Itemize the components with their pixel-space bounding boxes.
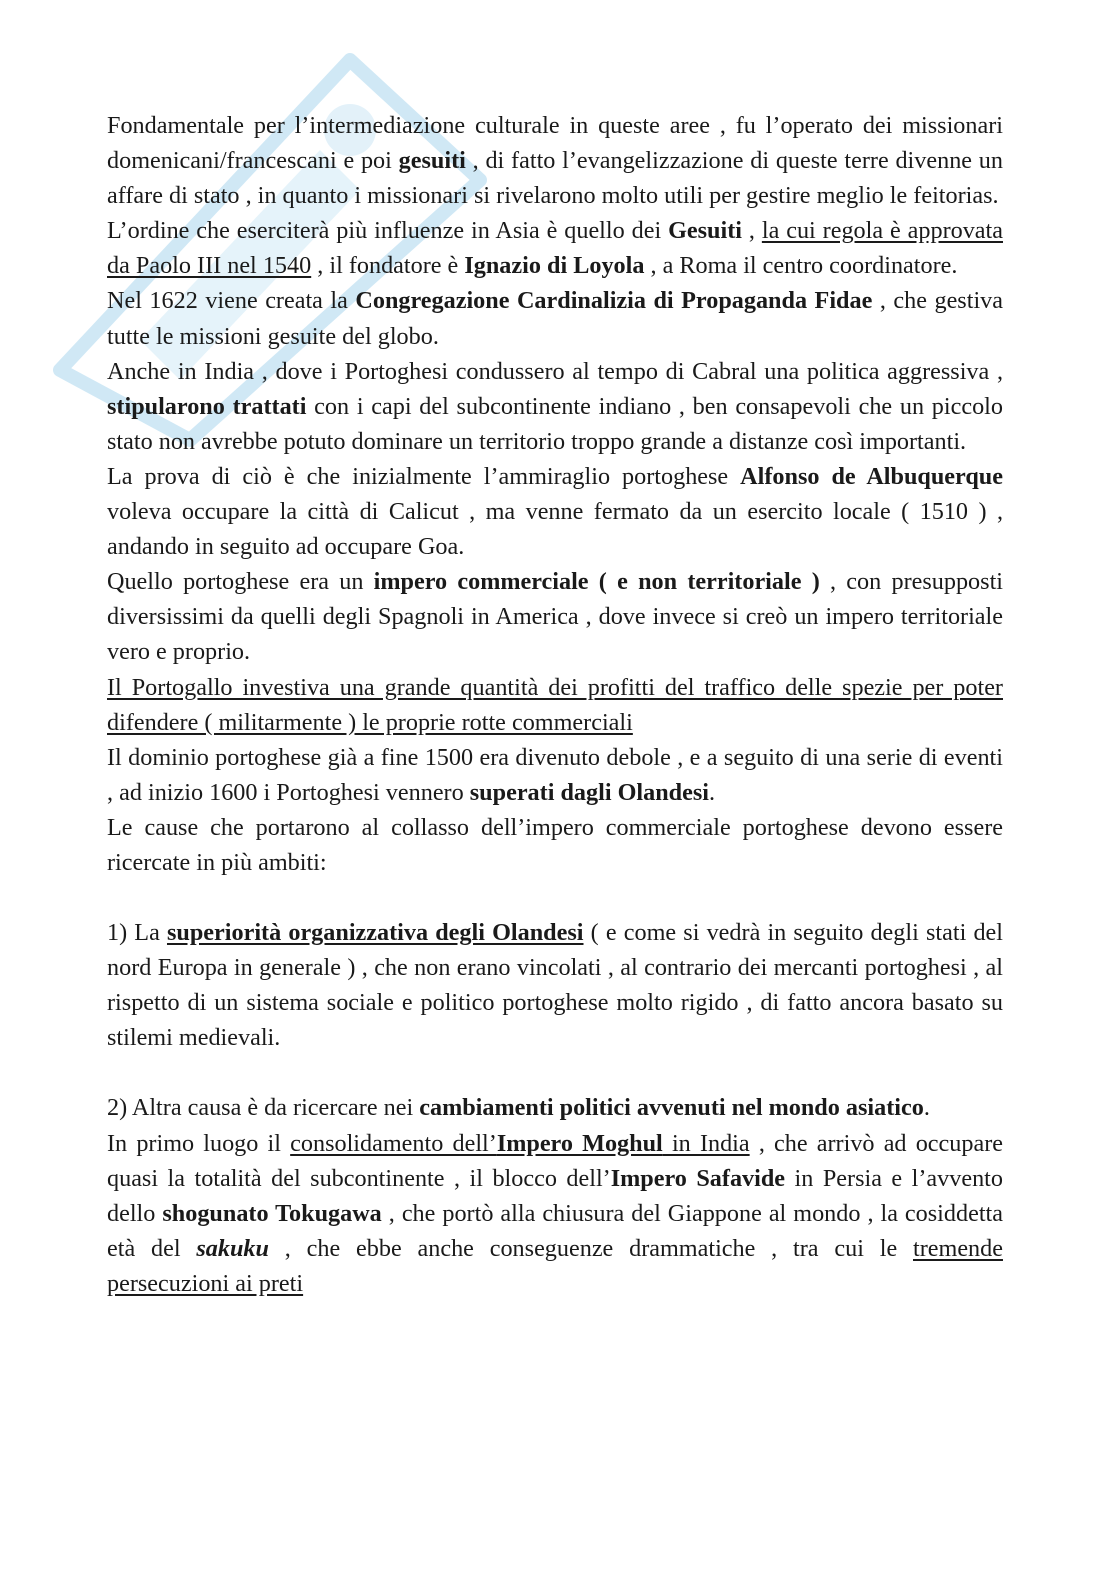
paragraph-2: L’ordine che eserciterà più influenze in Asia è quello dei Gesuiti , la cui regola è approvata da Paolo III nel 1540 , il fondatore è Ignazio di Loyola , a Roma il centro coordinatore. <box>107 217 1003 280</box>
paragraph-1: Fondamentale per l’intermediazione culturale in queste aree , fu l’operato dei missionari domenicani/francescani e poi gesuiti , di fatto l’evangelizzazione di queste terre divenne un affare di stato , in quanto i missionari si rivelarono molto utili per gestire meglio le feitorias. <box>107 112 1003 210</box>
bold-term: shogunato Tokugawa <box>162 1199 382 1227</box>
underlined-text: Il Portogallo investiva una grande quantità dei profitti del traffico delle spezie per poter difendere ( militarmente ) le proprie rotte commerciali <box>107 673 1003 736</box>
paragraph-11: 2) Altra causa è da ricercare nei cambiamenti politici avvenuti nel mondo asiatico. <box>107 1094 930 1122</box>
paragraph-10: 1) La superiorità organizzativa degli Olandesi ( e come si vedrà in seguito degli stati del nord Europa in generale ) , che non erano vincolati , al contrario dei mercanti portoghesi , al rispetto di un sistema sociale e politico portoghese molto rigido , di fatto ancora basato su stilemi medievali. <box>107 919 1003 1052</box>
bold-term: Impero Moghul <box>496 1129 663 1157</box>
italic-term: sakuku <box>196 1234 269 1262</box>
paragraph-7 <box>107 670 1003 740</box>
paragraph-4: Anche in India , dove i Portoghesi condussero al tempo di Cabral una politica aggressiva , stipularono trattati con i capi del subcontinente indiano , ben consapevoli che un piccolo stato non avrebbe potuto dominare un territorio troppo grande a distanze così importanti. <box>107 357 1003 455</box>
bold-term: Alfonso de Albuquerque <box>740 462 1003 490</box>
bold-term: Impero Safavide <box>610 1164 786 1192</box>
underlined-text: superiorità organizzativa degli Olandesi <box>166 919 584 947</box>
bold-term: Ignazio di Loyola <box>464 252 645 280</box>
bold-term: Congregazione Cardinalizia di Propaganda Fidae <box>355 287 873 315</box>
paragraph-9: Le cause che portarono al collasso dell’impero commerciale portoghese devono essere ricercate in più ambiti: <box>107 813 1003 876</box>
paragraph-6: Quello portoghese era un impero commerciale ( e non territoriale ) , con presupposti diversissimi da quelli degli Spagnoli in America , dove invece si creò un impero territoriale vero e proprio. <box>107 568 1004 666</box>
bold-term: gesuiti <box>398 147 466 175</box>
bold-term: superati dagli Olandesi <box>469 778 709 806</box>
paragraph-5: La prova di ciò è che inizialmente l’ammiraglio portoghese Alfonso de Albuquerque voleva occupare la città di Calicut , ma venne fermato da un esercito locale ( 1510 ) , andando in seguito ad occupare Goa. <box>107 462 1003 561</box>
bold-term: cambiamenti politici avvenuti nel mondo asiatico <box>419 1094 924 1122</box>
underlined-text: consolidamento dell’Impero Moghul in India <box>290 1129 750 1157</box>
bold-term <box>196 1235 269 1262</box>
underlined-text: tremende persecuzioni ai preti <box>107 1234 1003 1297</box>
bold-term: impero commerciale ( e non territoriale ) <box>373 568 820 596</box>
bold-term: stipularono trattati <box>107 392 307 420</box>
paragraph-3: Nel 1622 viene creata la Congregazione Cardinalizia di Propaganda Fidae , che gestiva tutte le missioni gesuite del globo. <box>107 287 1003 350</box>
paragraph-12: In primo luogo il consolidamento dell’Impero Moghul in India , che arrivò ad occupare quasi la totalità del subcontinente , il blocco dell’Impero Safavide in Persia e l’avvento dello shogunato Tokugawa , che portò alla chiusura del Giappone al mondo , la cosiddetta età del sakuku , che ebbe anche conseguenze drammatiche , tra cui le tremende persecuzioni ai preti <box>107 1129 1003 1297</box>
bold-term <box>167 919 584 946</box>
document-body <box>107 108 1003 1301</box>
paragraph-8: Il dominio portoghese già a fine 1500 era divenuto debole , e a seguito di una serie di eventi , ad inizio 1600 i Portoghesi vennero superati dagli Olandesi. <box>107 743 1003 806</box>
underlined-text: la cui regola è approvata da Paolo III nel 1540 <box>107 217 1003 280</box>
bold-term: Gesuiti <box>668 217 742 245</box>
